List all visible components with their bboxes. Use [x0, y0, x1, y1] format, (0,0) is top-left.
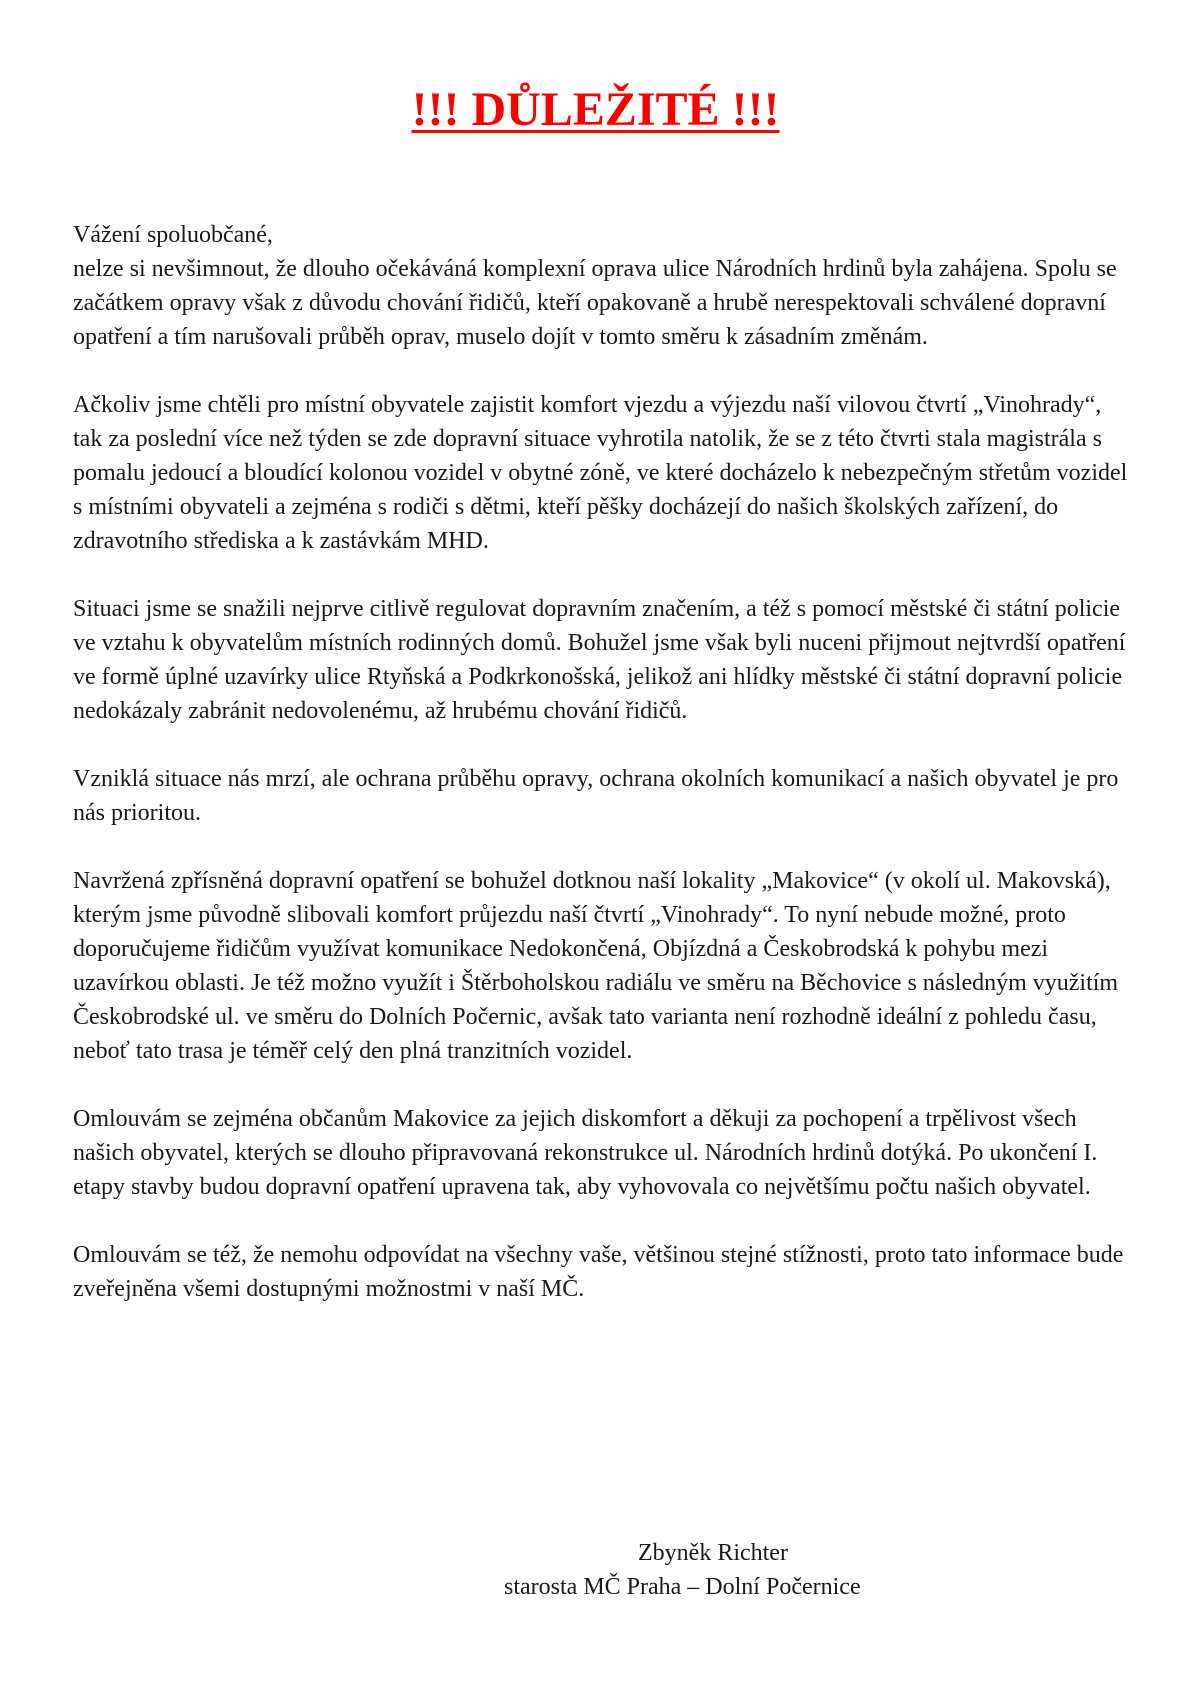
paragraph: Vzniklá situace nás mrzí, ale ochrana průběhu opravy, ochrana okolních komunikací a našich obyvatel je pro nás prioritou. — [73, 766, 1119, 826]
page-title: !!! DŮLEŽITÉ !!! — [411, 83, 780, 136]
paragraph: Omlouvám se zejména občanům Makovice za jejich diskomfort a děkuji za pochopení a trpělivost všech našich obyvatel, kterých se dlouho připravovaná rekonstrukce ul. Národních hrdinů dotýká. Po ukončení I. etapy stavby budou dopravní opatření upravena tak, aby vyhovovala co největšímu počtu našich obyvatel. — [73, 1106, 1098, 1200]
signature-name: Zbyněk Richter — [638, 1540, 788, 1566]
signature-block — [504, 1536, 1004, 1604]
paragraph: Situaci jsme se snažili nejprve citlivě regulovat dopravním značením, a též s pomocí městské či státní policie ve vztahu k obyvatelům místních rodinných domů. Bohužel jsme však byli nuceni přijmout nejtvrdší opatření ve formě úplné uzavírky ulice Rtyňská a Podkrkonošská, jelikož ani hlídky městské či státní dopravní policie nedokázaly zabránit nedovolenému, až hrubému chování řidičů. — [73, 596, 1126, 724]
letter-body — [73, 218, 1133, 1340]
paragraph: Ačkoliv jsme chtěli pro místní obyvatele zajistit komfort vjezdu a výjezdu naší vilovou čtvrtí „Vinohrady“, tak za poslední více než týden se zde dopravní situace vyhrotila natolik, že se z této čtvrti stala magistrála s pomalu jedoucí a bloudící kolonou vozidel v obytné zóně, ve které docházelo k nebezpečným střetům vozidel s místními obyvateli a zejména s rodiči s dětmi, kteří pěšky docházejí do našich školských zařízení, do zdravotního střediska a k zastávkám MHD. — [73, 392, 1128, 554]
signature-role: starosta MČ Praha – Dolní Počernice — [504, 1574, 861, 1600]
paragraph: Navržená zpřísněná dopravní opatření se bohužel dotknou naší lokality „Makovice“ (v okolí ul. Makovská), kterým jsme původně slibovali komfort průjezdu naší čtvrtí „Vinohrady“. To nyní nebude možné, proto doporučujeme řidičům využívat komunikace Nedokončená, Objízdná a Českobrodská k pohybu mezi uzavírkou oblasti. Je též možno využít i Štěrboholskou radiálu ve směru na Běchovice s následným využitím Českobrodské ul. ve směru do Dolních Počernic, avšak tato varianta není rozhodně ideální z pohledu času, neboť tato trasa je téměř celý den plná tranzitních vozidel. — [73, 868, 1119, 1064]
paragraph-intro — [73, 218, 1133, 354]
paragraph: Omlouvám se též, že nemohu odpovídat na všechny vaše, většinou stejné stížnosti, proto tato informace bude zveřejněna všemi dostupnými možnostmi v naší MČ. — [73, 1242, 1124, 1302]
paragraph-text: nelze si nevšimnout, že dlouho očekáváná komplexní oprava ulice Národních hrdinů byla zahájena. Spolu se začátkem opravy však z důvodu chování řidičů, kteří opakovaně a hrubě nerespektovali schválené dopravní opatření a tím narušovali průběh oprav, muselo dojít v tomto směru k zásadním změnám. — [73, 256, 1117, 350]
greeting: Vážení spoluobčané, — [73, 222, 273, 248]
